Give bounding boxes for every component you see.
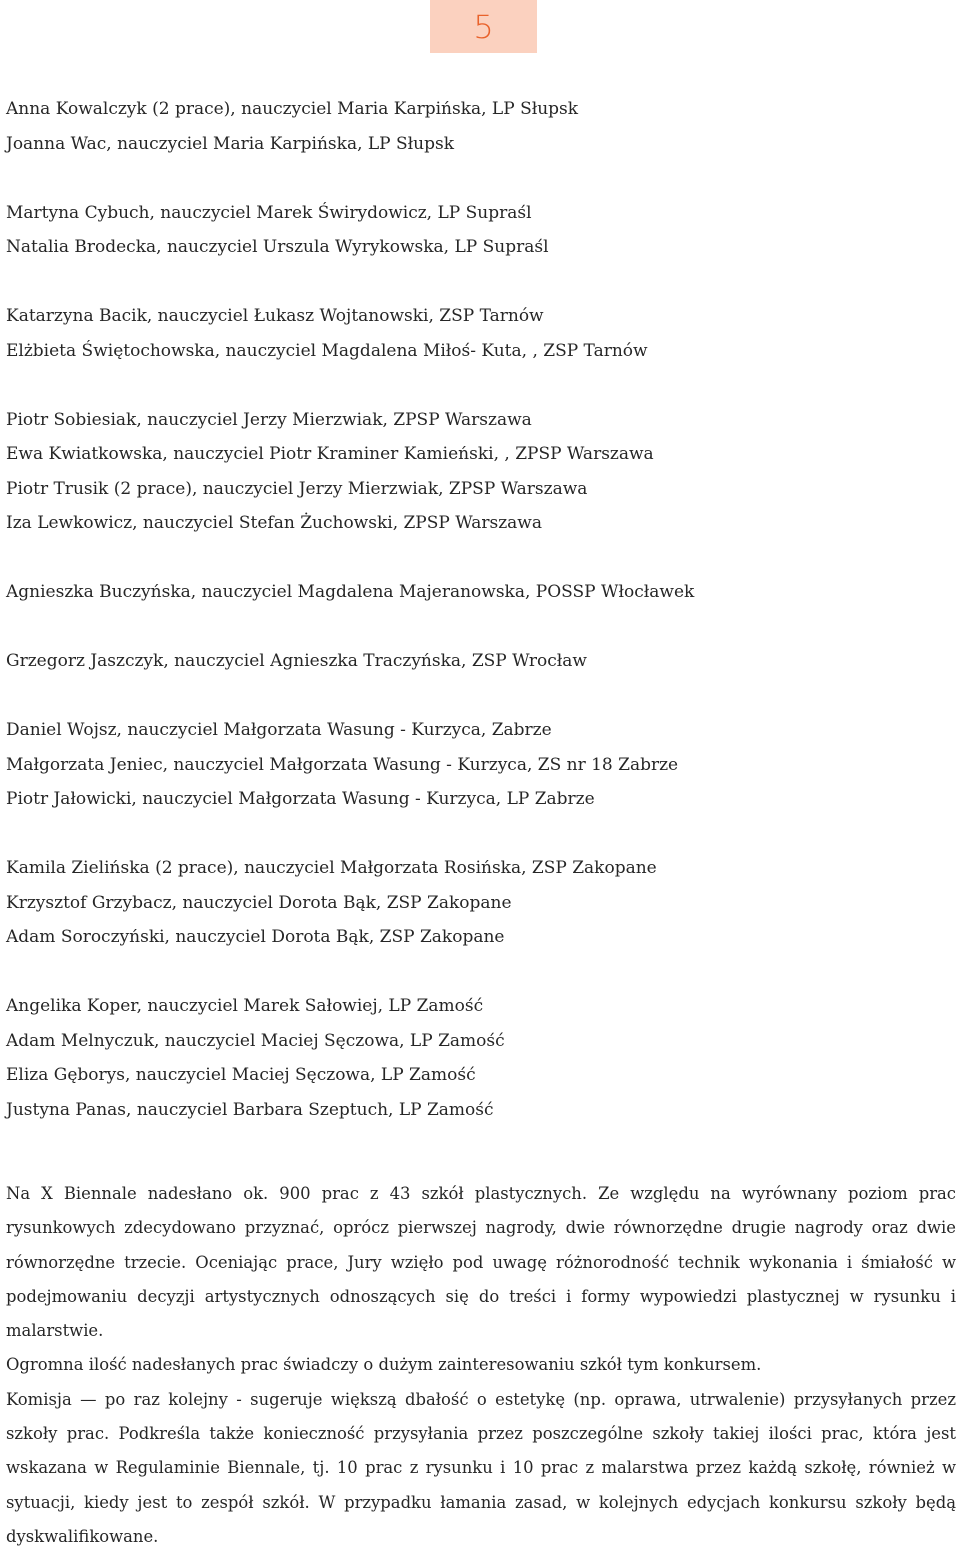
award-entry: Elżbieta Świętochowska, nauczyciel Magdalena Miłoś- Kuta, , ZSP Tarnów xyxy=(6,340,648,361)
award-entry: Katarzyna Bacik, nauczyciel Łukasz Wojtanowski, ZSP Tarnów xyxy=(6,306,544,326)
award-group-wloclawek xyxy=(6,575,956,610)
award-group-suprasl xyxy=(6,196,956,265)
award-entry: Piotr Sobiesiak, nauczyciel Jerzy Mierzwiak, ZPSP Warszawa xyxy=(6,409,532,430)
award-entry: Justyna Panas, nauczyciel Barbara Szeptuch, LP Zamość xyxy=(6,1099,494,1120)
award-group-zamosc xyxy=(6,989,956,1127)
page-number-badge xyxy=(430,0,537,53)
award-entry: Martyna Cybuch, nauczyciel Marek Świrydowicz, LP Supraśl xyxy=(6,202,532,223)
award-group-zakopane xyxy=(6,851,956,955)
award-entry: Piotr Jałowicki, nauczyciel Małgorzata Wasung - Kurzyca, LP Zabrze xyxy=(6,789,595,809)
award-entry: Daniel Wojsz, nauczyciel Małgorzata Wasung - Kurzyca, Zabrze xyxy=(6,720,552,740)
award-entry: Adam Melnyczuk, nauczyciel Maciej Sęczowa, LP Zamość xyxy=(6,1030,505,1051)
award-entry: Joanna Wac, nauczyciel Maria Karpińska, LP Słupsk xyxy=(6,133,455,154)
award-group-wroclaw xyxy=(6,644,956,679)
award-entry: Ewa Kwiatkowska, nauczyciel Piotr Kraminer Kamieński, , ZPSP Warszawa xyxy=(6,444,654,464)
summary-paragraph: Komisja — po raz kolejny - sugeruje większą dbałość o estetykę (np. oprawa, utrwalenie) przysyłanych przez szkoły prac. Podkreśla także konieczność przysyłania przez poszczególne szkoły takiej ilości prac, która jest wskazana w Regulaminie Biennale, tj. 10 prac z rysunku i 10 prac z malarstwa przez każdą szkołę, również w sytuacji, kiedy jest to zespół szkół. W przypadku łamania zasad, w kolejnych edycjach konkursu szkoły będą dyskwalifikowane. xyxy=(6,1389,956,1546)
jury-summary xyxy=(6,1177,956,1554)
award-entry: Grzegorz Jaszczyk, nauczyciel Agnieszka Traczyńska, ZSP Wrocław xyxy=(6,651,587,671)
award-entry: Angelika Koper, nauczyciel Marek Sałowiej, LP Zamość xyxy=(6,996,484,1016)
award-entry: Natalia Brodecka, nauczyciel Urszula Wyrykowska, LP Supraśl xyxy=(6,237,549,257)
award-entry: Adam Soroczyński, nauczyciel Dorota Bąk, ZSP Zakopane xyxy=(6,927,505,947)
award-group-zabrze xyxy=(6,713,956,817)
award-entry: Krzysztof Grzybacz, nauczyciel Dorota Bąk, ZSP Zakopane xyxy=(6,892,512,913)
award-entry: Kamila Zielińska (2 prace), nauczyciel Małgorzata Rosińska, ZSP Zakopane xyxy=(6,858,657,878)
page-number: 5 xyxy=(473,7,494,46)
award-group-warszawa xyxy=(6,403,956,541)
award-entry: Małgorzata Jeniec, nauczyciel Małgorzata Wasung - Kurzyca, ZS nr 18 Zabrze xyxy=(6,754,679,775)
award-entry: Agnieszka Buczyńska, nauczyciel Magdalena Majeranowska, POSSP Włocławek xyxy=(6,582,695,602)
award-entry: Anna Kowalczyk (2 prace), nauczyciel Maria Karpińska, LP Słupsk xyxy=(6,99,579,119)
summary-paragraph: Ogromna ilość nadesłanych prac świadczy o dużym zainteresowaniu szkół tym konkursem. xyxy=(6,1355,762,1375)
award-entry: Eliza Gęborys, nauczyciel Maciej Sęczowa, LP Zamość xyxy=(6,1065,476,1085)
summary-paragraph: Na X Biennale nadesłano ok. 900 prac z 43 szkół plastycznych. Ze względu na wyrównany poziom prac rysunkowych zdecydowano przyznać, oprócz pierwszej nagrody, dwie równorzędne drugie nagrody oraz dwie równorzędne trzecie. Oceniając prace, Jury wzięło pod uwagę różnorodność technik wykonania i śmiałość w podejmowaniu decyzji artystycznych odnoszących się do treści i formy wypowiedzi plastycznej w rysunku i malarstwie. xyxy=(6,1184,956,1341)
award-group-slupsk xyxy=(6,92,956,161)
award-entry: Piotr Trusik (2 prace), nauczyciel Jerzy Mierzwiak, ZPSP Warszawa xyxy=(6,478,588,499)
award-group-tarnow xyxy=(6,299,956,368)
award-entry: Iza Lewkowicz, nauczyciel Stefan Żuchowski, ZPSP Warszawa xyxy=(6,513,542,533)
award-list xyxy=(6,92,956,1162)
